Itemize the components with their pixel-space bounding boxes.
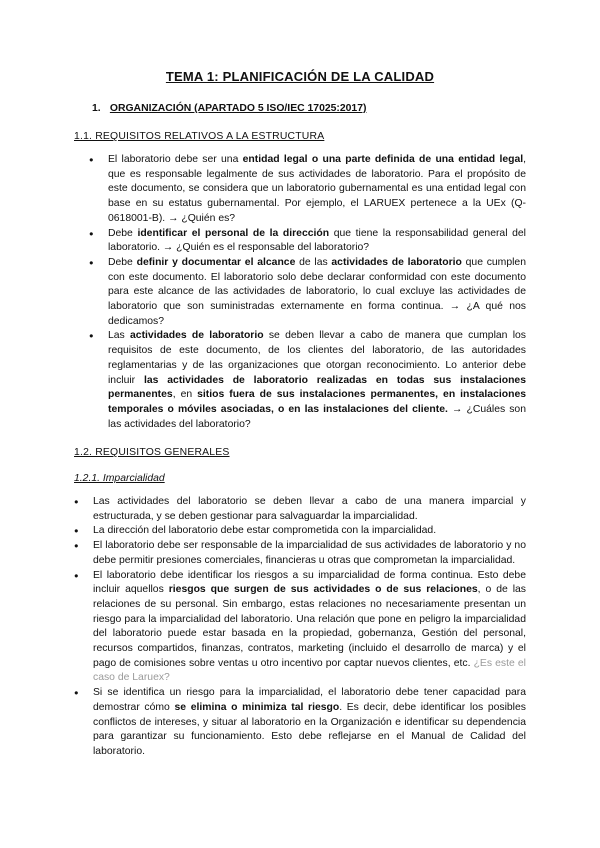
structure-requirements-list — [89, 153, 526, 432]
list-item: ● El laboratorio debe identificar los riesgos a su imparcialidad de forma continua. Esto debe incluir aquellos riesgos que surgen de sus actividades o de sus relaciones, o de las relaciones de su personal. Sin embargo, estas relaciones no necesariamente presentan un riesgo para la imparcialidad del laboratorio. Una relación que pone en peligro la imparcialidad del laboratorio puede estar basada en la propiedad, gobernanza, Gestión del personal, recursos compartidos, finanzas, contratos, marketing (incluido el desarrollo de marca) y el pago de comisiones sobre ventas u otro incentivo por captar nuevos clientes, etc. ¿Es este el caso de Laruex? — [74, 569, 526, 687]
list-item: ● Debe definir y documentar el alcance de las actividades de laboratorio que cumplen con este documento. El laboratorio solo debe declarar conformidad con este documento para este alcance de las actividades de laboratorio, lo cual excluye las actividades de laboratorio que son suministradas externamente en forma continua. → ¿A qué nos dedicamos? — [89, 256, 526, 330]
list-item: ● El laboratorio debe ser responsable de la imparcialidad de sus actividades de laboratorio y no debe permitir presiones comerciales, financieras u otras que comprometan la imparcialidad. — [74, 539, 526, 568]
margin-question: ¿Es este el caso de Laruex? — [93, 657, 526, 684]
section-heading — [92, 103, 366, 114]
list-item: ● La dirección del laboratorio debe estar comprometida con la imparcialidad. — [74, 524, 526, 539]
list-item: ● Las actividades de laboratorio se deben llevar a cabo de manera que cumplan los requisitos de este documento, de los clientes del laboratorio, de las autoridades reglamentarias y de las organizaciones que otorgan reconocimiento. Lo anterior debe incluir las actividades de laboratorio realizadas en todas sus instalaciones permanentes, en sitios fuera de sus instalaciones permanentes, en instalaciones temporales o móviles asociadas, o en las instalaciones del cliente. → ¿Cuáles son las actividades del laboratorio? — [89, 329, 526, 432]
list-item: ● Las actividades del laboratorio se deben llevar a cabo de una manera imparcial y estructurada, y se deben gestionar para salvaguardar la imparcialidad. — [74, 495, 526, 524]
list-item: ● El laboratorio debe ser una entidad legal o una parte definida de una entidad legal, que es responsable legalmente de sus actividades de laboratorio. Para el propósito de este documento, se considera que un laboratorio gubernamental es una entidad legal con base en su estatus gubernamental. Por ejemplo, el LARUEX pertenece a la UEx (Q-0618001-B). → ¿Quién es? — [89, 153, 526, 227]
list-item: ● Si se identifica un riesgo para la imparcialidad, el laboratorio debe tener capacidad para demostrar cómo se elimina o minimiza tal riesgo. Es decir, debe identificar los posibles conflictos de intereses, y situar al laboratorio en la Organización e identificar su dependencia para garantizar su funcionamiento. Esto debe reflejarse en el Manual de Calidad del laboratorio. — [74, 686, 526, 760]
section-label: ORGANIZACIÓN (APARTADO 5 ISO/IEC 17025:2017) — [109, 103, 367, 114]
subsubsection-heading-impartiality: 1.2.1. Imparcialidad — [74, 473, 165, 484]
page-title: TEMA 1: PLANIFICACIÓN DE LA CALIDAD — [165, 69, 435, 84]
subsection-heading-structure: 1.1. REQUISITOS RELATIVOS A LA ESTRUCTURA — [74, 131, 325, 142]
list-item: ● Debe identificar el personal de la dirección que tiene la responsabilidad general del laboratorio. → ¿Quién es el responsable del laboratorio? — [89, 227, 526, 256]
section-number: 1. — [92, 103, 101, 114]
subsection-heading-general: 1.2. REQUISITOS GENERALES — [74, 447, 230, 458]
impartiality-list — [74, 495, 526, 760]
